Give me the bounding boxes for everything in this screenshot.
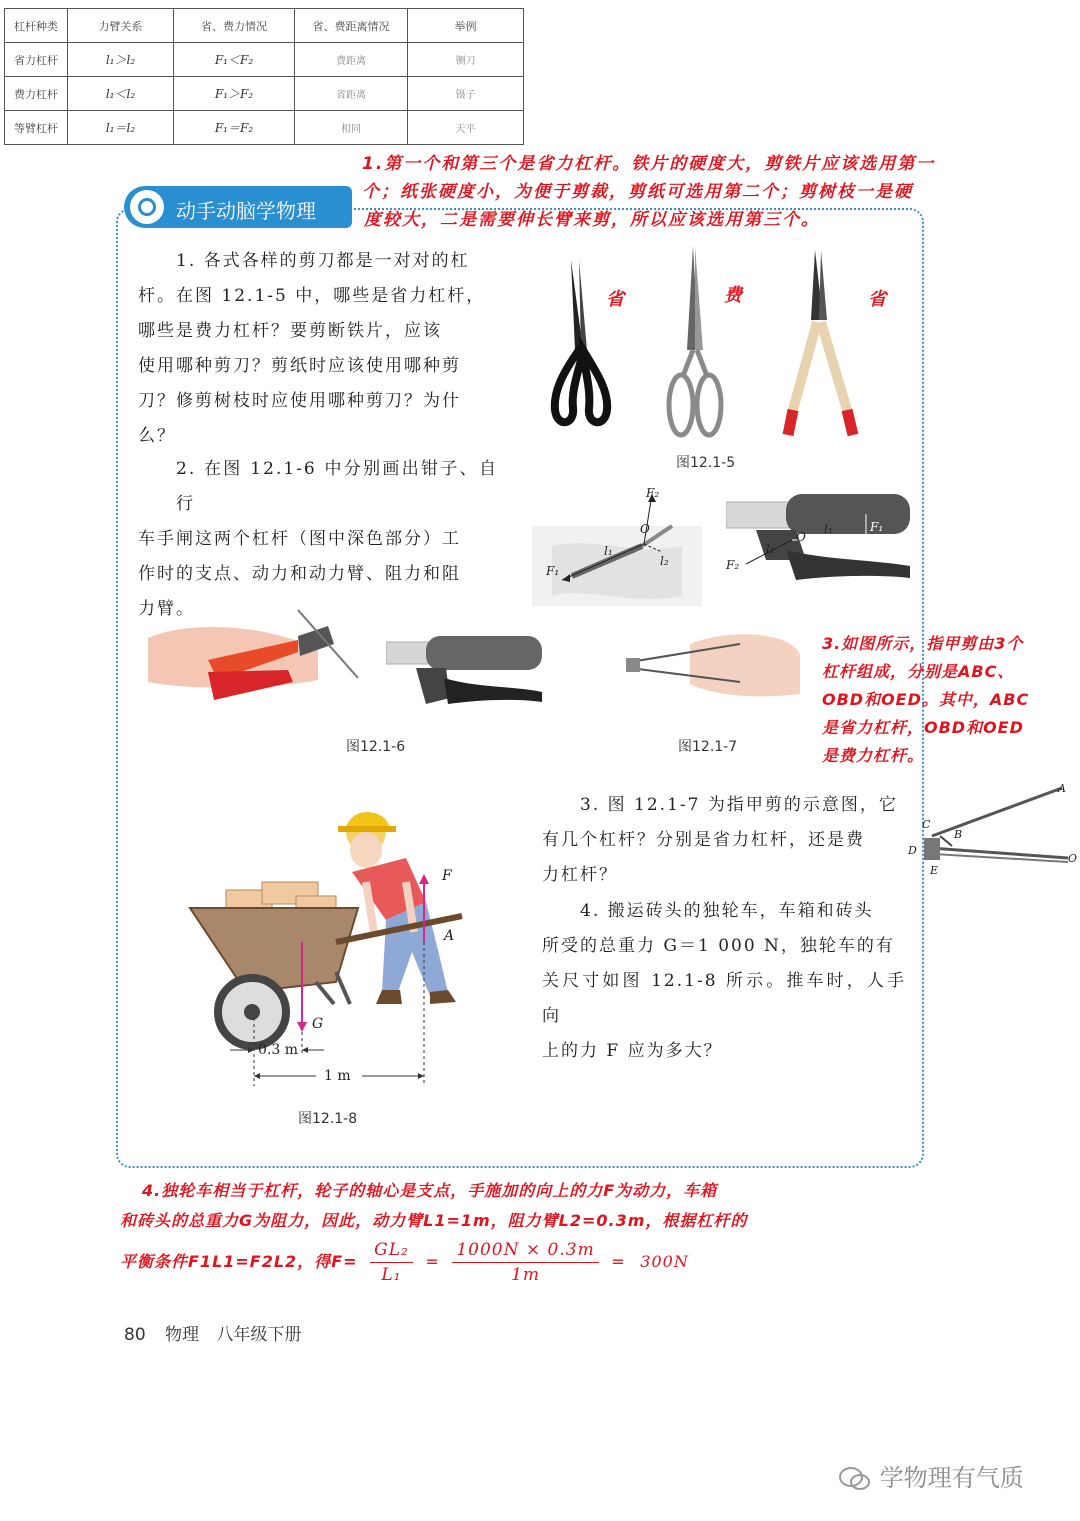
clipper-label-A: A — [1058, 782, 1066, 795]
pliers-force-diagram — [532, 486, 702, 616]
table-cell: 省距离 — [295, 77, 408, 111]
formula-result: 300N — [640, 1252, 689, 1271]
wechat-icon — [838, 1466, 872, 1492]
figure-caption-12-1-7: 图12.1-7 — [678, 739, 738, 755]
text-line: 作时的支点、动力和动力臂、阻力和阻 — [138, 564, 461, 584]
scissor-label-3: 省 — [868, 289, 888, 310]
label-O-pliers: O — [640, 522, 650, 536]
label-F2-brake: F₂ — [726, 558, 740, 572]
label-O-brake: O — [796, 530, 806, 544]
target-icon — [130, 190, 164, 224]
clipper-label-D: D — [908, 844, 917, 857]
text-line: 上的力 F 应为多大？ — [542, 1041, 723, 1061]
text-line: 关尺寸如图 12.1-8 所示。推车时，人手向 — [542, 971, 906, 1026]
label-l1-pliers: l₁ — [604, 544, 613, 558]
table-cell: 费距离 — [295, 43, 408, 77]
annotation-line: 3.如图所示，指甲剪由3个 — [822, 634, 1024, 653]
text-line: 3. 图 12.1-7 为指甲剪的示意图，它 — [580, 795, 898, 815]
nail-clipper-in-hand-image — [620, 624, 800, 704]
table-cell: l₁＞l₂ — [68, 43, 174, 77]
annotation-line: 4.独轮车相当于杠杆，轮子的轴心是支点，手施加的向上的力F为动力，车箱 — [142, 1181, 718, 1200]
annotation-line: 度较大，二是需要伸长臂来剪，所以应该选用第三个。 — [364, 210, 820, 230]
annotation-answer-4 — [120, 1176, 1020, 1287]
table-header: 力臂关系 — [68, 9, 174, 43]
clipper-label-O: O — [1068, 852, 1078, 865]
annotation-line: 杠杆组成，分别是ABC、 — [822, 662, 1015, 681]
table-cell: 镊子 — [408, 77, 524, 111]
lever-comparison-table — [4, 8, 524, 145]
wheelbarrow-dimension-0-3m: 0.3 m — [258, 1042, 298, 1058]
bike-brake-image — [386, 634, 546, 714]
annotation-line: OBD和OED。其中，ABC — [822, 690, 1030, 709]
page-number: 80 — [124, 1325, 146, 1345]
scissor-label-1: 省 — [606, 289, 626, 310]
label-F2-pliers: F₂ — [646, 486, 660, 500]
table-cell: F₁＞F₂ — [174, 77, 295, 111]
hedge-shears-image — [788, 250, 853, 435]
table-row — [5, 111, 524, 145]
question-1 — [138, 244, 498, 454]
formula-prefix: 平衡条件F1L1=F2L2，得F= — [120, 1252, 358, 1271]
text-line: 刀？修剪树枝时应使用哪种剪刀？为什 — [138, 391, 461, 411]
figure-caption-12-1-8: 图12.1-8 — [298, 1111, 358, 1127]
table-cell: F₁＝F₂ — [174, 111, 295, 145]
text-line: 使用哪种剪刀？剪纸时应该使用哪种剪 — [138, 356, 461, 376]
figure-caption-12-1-6: 图12.1-6 — [346, 739, 406, 755]
tin-snips-image — [555, 260, 607, 422]
table-header: 举例 — [408, 9, 524, 43]
table-cell: 费力杠杆 — [5, 77, 68, 111]
fraction-GL2-over-L1 — [370, 1238, 413, 1287]
table-cell: F₁＜F₂ — [174, 43, 295, 77]
scissor-label-2: 费 — [724, 285, 744, 306]
annotation-line: 是省力杠杆，OBD和OED — [822, 718, 1024, 737]
text-line: 力臂。 — [138, 599, 195, 619]
book-grade: 八年级下册 — [216, 1325, 302, 1345]
watermark-text: 学物理有气质 — [879, 1464, 1024, 1492]
equals-sign: = — [425, 1252, 440, 1271]
text-line: 1. 各式各样的剪刀都是一对对的杠 — [176, 251, 470, 271]
text-line: 力杠杆？ — [542, 865, 618, 885]
table-row — [5, 77, 524, 111]
page-footer — [124, 1320, 301, 1345]
brake-force-diagram — [726, 490, 916, 610]
text-line: 有几个杠杆？分别是省力杠杆，还是费 — [542, 830, 865, 850]
annotation-line — [120, 1238, 1020, 1287]
wheelbarrow-label-G: G — [312, 1016, 324, 1032]
question-4 — [542, 894, 906, 1069]
pliers-in-hand-image — [148, 600, 368, 718]
table-cell: 铡刀 — [408, 43, 524, 77]
table-cell: 相同 — [295, 111, 408, 145]
figure-caption-12-1-5: 图12.1-5 — [676, 455, 736, 471]
table-cell: 省力杠杆 — [5, 43, 68, 77]
annotation-line: 和砖头的总重力G为阻力，因此，动力臂L1=1m，阻力臂L2=0.3m，根据杠杆的 — [120, 1211, 748, 1230]
annotation-line: 1.第一个和第三个是省力杠杆。铁片的硬度大，剪铁片应该选用第一 — [362, 154, 936, 174]
fraction-numerator: 1000N × 0.3m — [452, 1238, 598, 1263]
annotation-line: 个；纸张硬度小，为便于剪裁，剪纸可选用第二个；剪树枝一是硬 — [362, 182, 913, 202]
text-line: 杆。在图 12.1-5 中，哪些是省力杠杆， — [138, 286, 486, 306]
label-l1-brake: l₁ — [824, 522, 833, 536]
wheelbarrow-worker-image — [186, 792, 476, 1092]
clipper-label-C: C — [922, 818, 931, 831]
text-line: 2. 在图 12.1-6 中分别画出钳子、自行 — [176, 459, 498, 514]
fraction-denominator: L₁ — [381, 1265, 402, 1285]
table-header: 省、费力情况 — [174, 9, 295, 43]
fraction-denominator: 1m — [511, 1265, 540, 1285]
book-subject: 物理 — [165, 1325, 200, 1345]
paper-scissors-image — [669, 246, 721, 435]
table-cell: 等臂杠杆 — [5, 111, 68, 145]
text-line: 所受的总重力 G＝1 000 N，独轮车的有 — [542, 936, 895, 956]
table-row — [5, 43, 524, 77]
equals-sign: = — [611, 1252, 626, 1271]
label-l2-pliers: l₂ — [660, 554, 669, 568]
table-cell: l₁＜l₂ — [68, 77, 174, 111]
wheelbarrow-label-A: A — [444, 928, 455, 944]
question-3 — [542, 788, 906, 893]
text-line: 么？ — [138, 426, 176, 446]
wheelbarrow-dimension-1m: 1 m — [324, 1068, 351, 1084]
annotation-answer-3 — [822, 630, 1080, 770]
section-title-tag — [124, 186, 352, 228]
text-line: 哪些是费力杠杆？要剪断铁片，应该 — [138, 321, 442, 341]
clipper-label-B: B — [954, 828, 963, 841]
table-cell: 天平 — [408, 111, 524, 145]
label-l2-brake: l₂ — [766, 542, 775, 556]
fraction-numeric — [452, 1238, 598, 1287]
scissors-figure — [535, 240, 875, 450]
text-line: 4. 搬运砖头的独轮车，车箱和砖头 — [580, 901, 874, 921]
table-header: 杠杆种类 — [5, 9, 68, 43]
table-header-row — [5, 9, 524, 43]
section-title: 动手动脑学物理 — [176, 199, 316, 223]
watermark — [838, 1458, 1024, 1493]
clipper-label-E: E — [930, 864, 939, 877]
label-F1-brake: F₁ — [870, 520, 884, 534]
fraction-numerator: GL₂ — [370, 1238, 413, 1263]
annotation-line: 是费力杠杆。 — [822, 746, 925, 765]
label-F1-pliers: F₁ — [546, 564, 560, 578]
text-line: 车手闸这两个杠杆（图中深色部分）工 — [138, 529, 461, 549]
table-cell: l₁＝l₂ — [68, 111, 174, 145]
wheelbarrow-label-F: F — [442, 868, 452, 884]
table-header: 省、费距离情况 — [295, 9, 408, 43]
